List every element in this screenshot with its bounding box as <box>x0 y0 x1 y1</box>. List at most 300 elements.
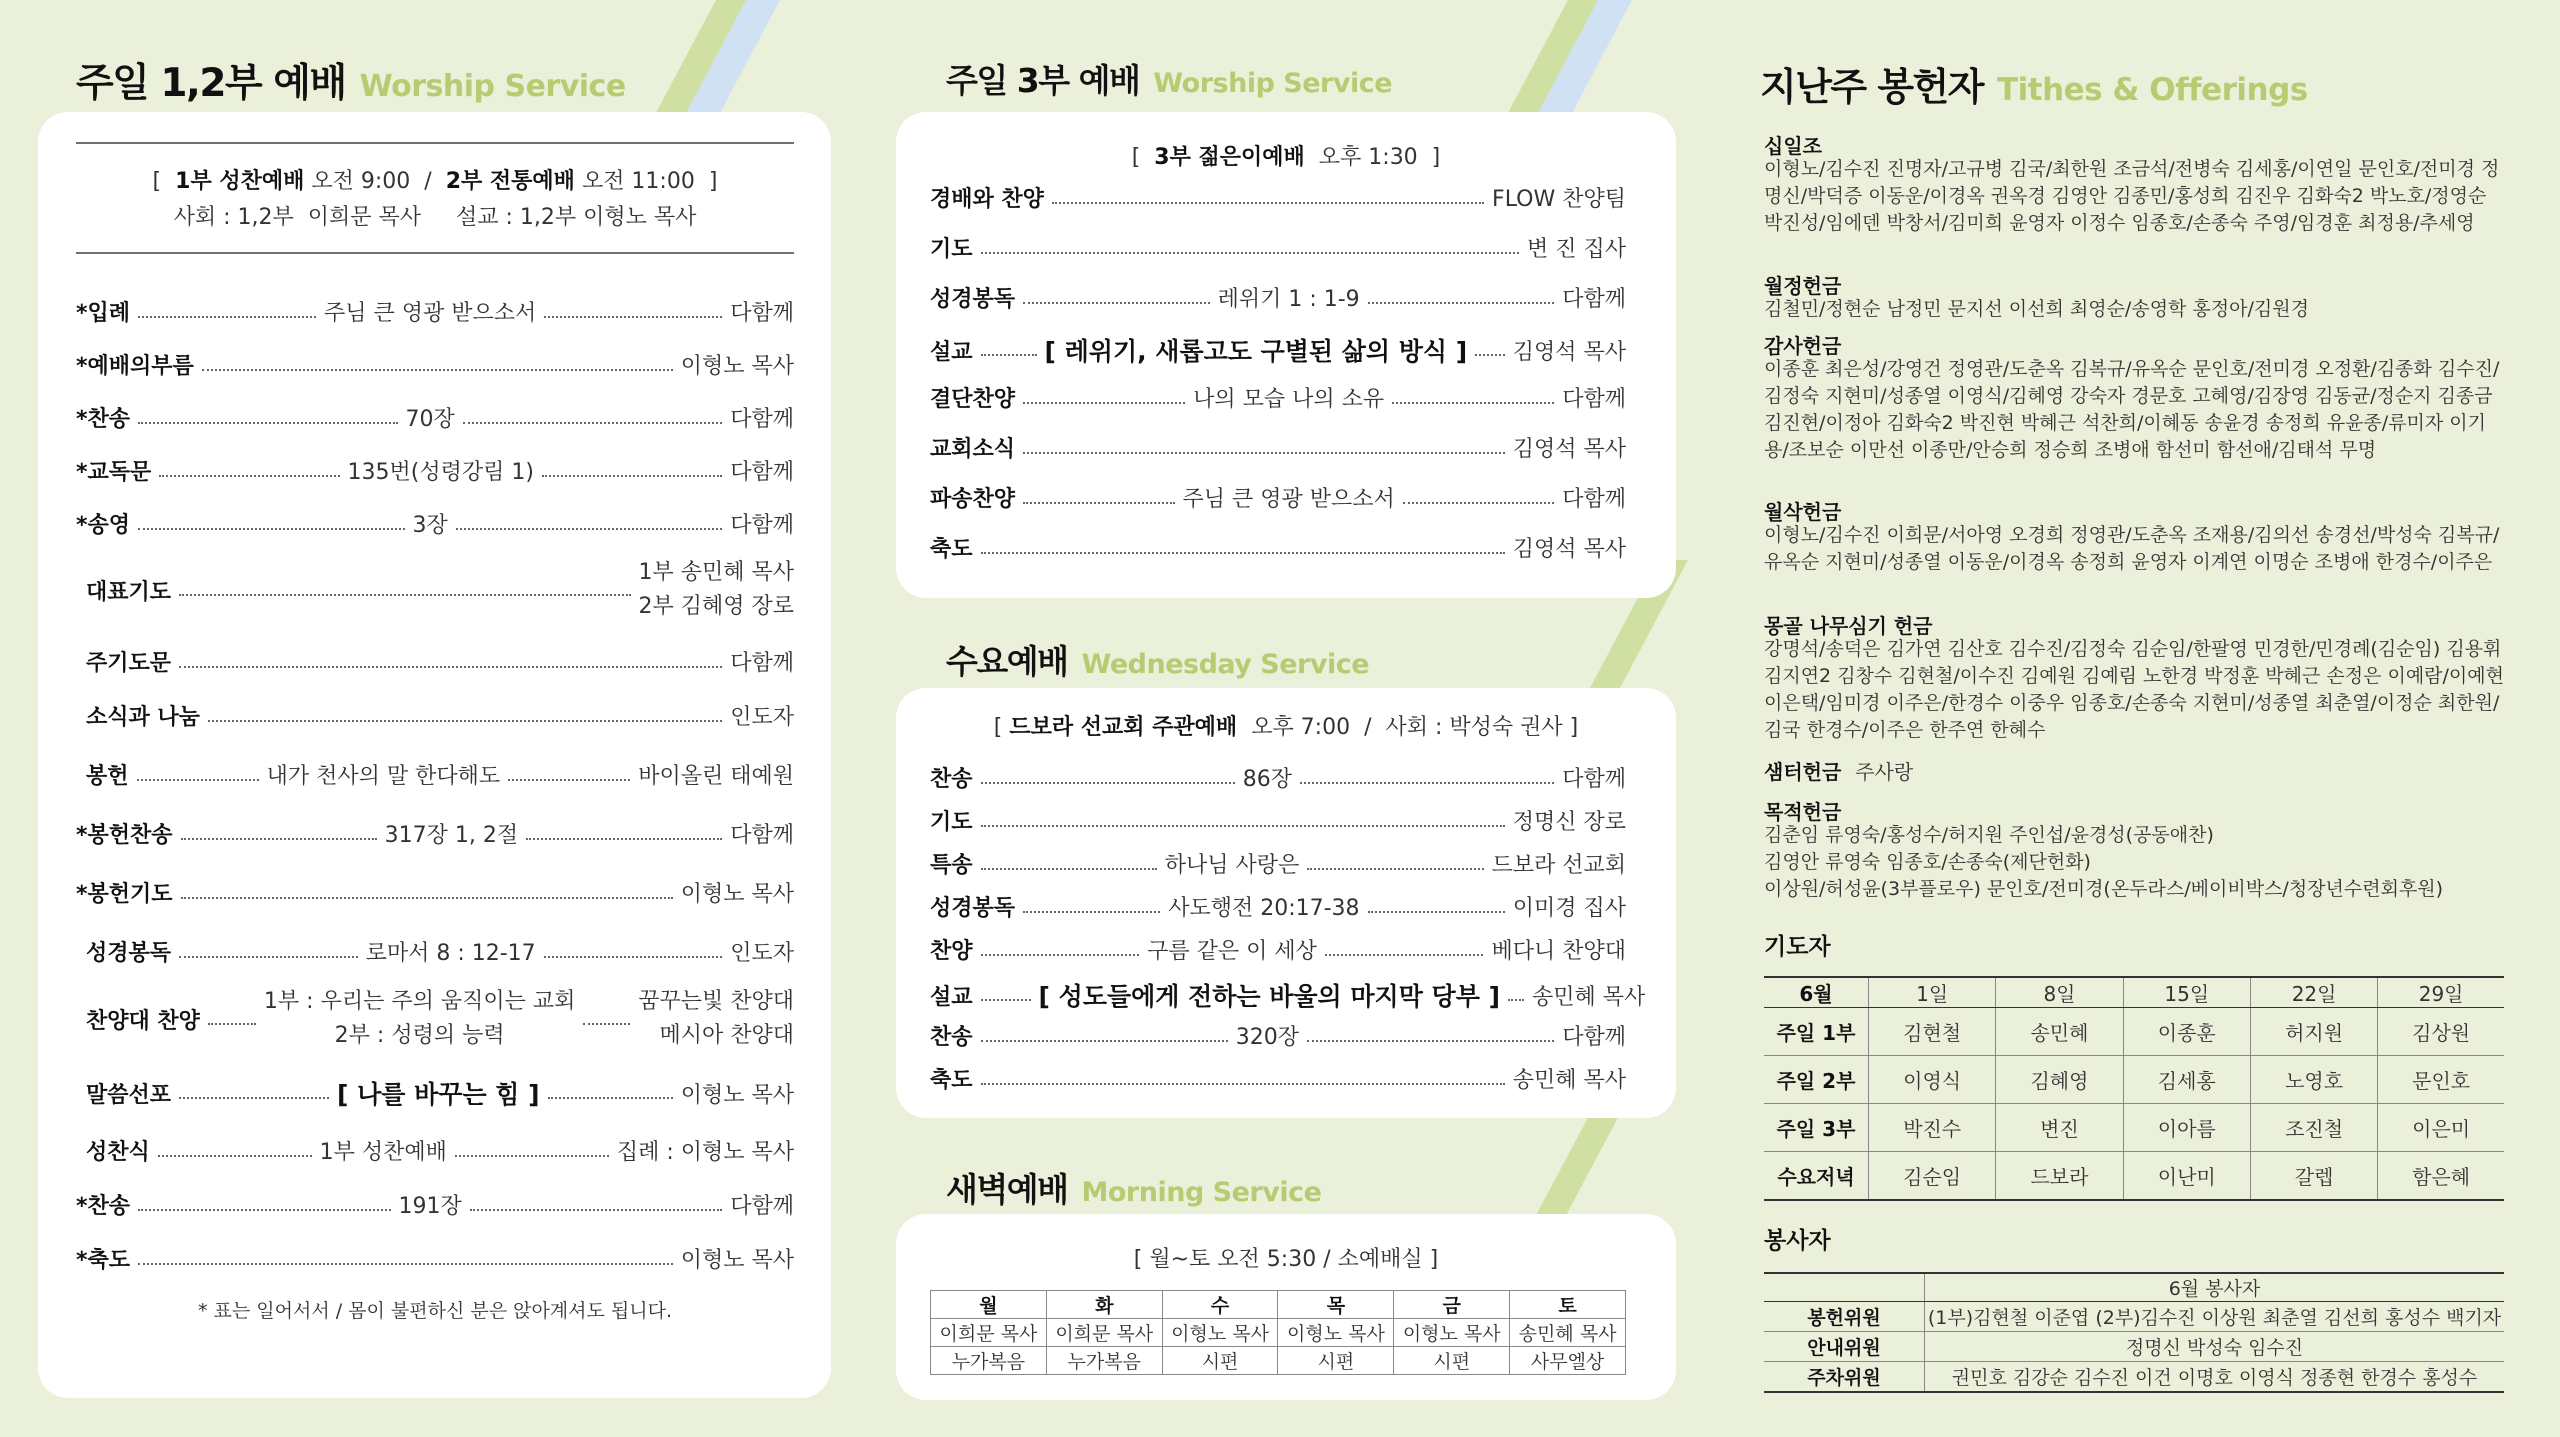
row-person: 드보라 선교회 <box>1491 853 1627 878</box>
row-person-pair <box>638 985 794 1053</box>
row-label: 말씀선포 <box>86 1082 172 1108</box>
offering-category: 월정헌금 <box>1764 274 1842 298</box>
row-person: 다함께 <box>730 407 794 432</box>
svc2-time: 오전 11:00 <box>581 169 695 194</box>
leader-dots <box>181 838 377 840</box>
row-label: 성경봉독 <box>930 896 1016 921</box>
title-ko: 주일 3부 예배 <box>946 61 1140 100</box>
name-cell: 변진 <box>1996 1104 2123 1152</box>
table-row <box>1764 1332 2504 1362</box>
volunteers-title: 봉사자 <box>1764 1228 1831 1254</box>
row-content: 1부 : 우리는 주의 움직이는 교회 <box>263 989 576 1014</box>
row-label: 축도 <box>930 537 973 562</box>
offering-names: 이종훈 최은성/강영건 정영관/도춘옥 김복규/유옥순 문인호/전미경 오정환/김종화 김수진/김정숙 지현미/성종열 이영식/김혜영 강숙자 경문호 고혜영/김장영 김동균/정순지 김종금 김진현/이정아 김화숙2 박진현 박혜근 석찬희/이혜동 송윤경 송정희 유윤종/류미자 이기용/조보순 이만선 이종만/안승희 정승희 조병애 함선미 함선애/김태석 무명 <box>1764 358 2500 461</box>
morning-header: [ 월~토 오전 5:30 / 소예배실 ] <box>1133 1247 1439 1272</box>
name-cell: 김세홍 <box>2123 1056 2250 1104</box>
row-label: 주일 1부 <box>1764 1008 1869 1056</box>
title-en: Wednesday Service <box>1081 649 1370 680</box>
section-title-morning <box>946 1164 1321 1211</box>
row-person-pair <box>639 556 795 624</box>
text-cell: 시편 <box>1162 1347 1278 1375</box>
text-cell: 사무엘상 <box>1510 1347 1626 1375</box>
leader-dots <box>208 1023 256 1025</box>
header-cell: 22일 <box>2250 977 2377 1008</box>
leader-dots <box>981 825 1505 827</box>
header-cell: 6월 봉사자 <box>1925 1273 2505 1302</box>
name-cell: 이은미 <box>2378 1104 2504 1152</box>
leader-dots <box>208 720 722 722</box>
name-cell: 갈렙 <box>2250 1152 2377 1200</box>
leader-dots <box>981 552 1505 554</box>
text-cell: 누가복음 <box>1046 1347 1162 1375</box>
row-label: *축도 <box>76 1248 131 1273</box>
leader-dots <box>158 1155 312 1157</box>
row-label: 안내위원 <box>1764 1332 1925 1362</box>
row-label: 대표기도 <box>86 579 172 605</box>
morning-schedule-table <box>930 1290 1626 1375</box>
row-label: *예배의부름 <box>76 354 194 379</box>
row-person: 다함께 <box>730 513 794 538</box>
row-sermon-title: [ 레위기, 새롭고도 구별된 삶의 방식 ] <box>1044 337 1468 366</box>
order-row <box>930 934 1626 965</box>
row-label: 주일 2부 <box>1764 1056 1869 1104</box>
leader-dots <box>981 252 1519 254</box>
row-label: *찬송 <box>76 407 131 432</box>
worship3-header: [ 3부 젊은이예배 오후 1:30 ] <box>1131 145 1441 170</box>
offering-names: 이형노/김수진 진명자/고규병 김국/최한원 조금석/전병숙 김세홍/이연일 문인호/전미경 정명신/박덕증 이동운/이경옥 권옥경 김영안 김종민/홍성희 김진우 김화숙2 박노호/정영순 박진성/임에덴 박창서/김미희 윤영자 이정수 임종호/손종숙 주영/임경훈 최정용/추세영 <box>1764 158 2500 234</box>
table-row <box>1764 1273 2504 1302</box>
row-label: 주일 3부 <box>1764 1104 1869 1152</box>
leader-dots <box>463 422 722 424</box>
order-row <box>930 182 1626 213</box>
row-content: 하나님 사랑은 <box>1164 853 1300 878</box>
row-label: 성경봉독 <box>930 287 1016 312</box>
name-cell: 드보라 <box>1996 1152 2123 1200</box>
leader-dots <box>179 666 722 668</box>
offering-category <box>1764 756 1913 785</box>
svc1-label: 1부 성찬예배 <box>175 169 305 194</box>
leader-dots <box>508 779 630 781</box>
name-cell: 노영호 <box>2250 1056 2377 1104</box>
section-title-worship12 <box>76 52 626 108</box>
order-row <box>930 762 1626 793</box>
leader-dots <box>981 782 1235 784</box>
row-label: 축도 <box>930 1068 973 1093</box>
name-cell: 조진철 <box>2250 1104 2377 1152</box>
row-person: 송민혜 목사 <box>1532 984 1646 1010</box>
name-cell: 문인호 <box>2378 1056 2504 1104</box>
row-content: 70장 <box>405 407 455 432</box>
header-time: 오후 7:00 <box>1251 715 1351 740</box>
order-row <box>930 977 1646 1013</box>
row-person: 메시아 찬양대 <box>659 1023 794 1048</box>
row-person: 김영석 목사 <box>1512 537 1626 562</box>
leader-dots <box>470 1209 722 1211</box>
offering-names: 강명석/송덕은 김가연 김산호 김수진/김정숙 김순임/한팔영 민경한/민경례(김순임) 김용휘 김지연2 김창수 김현철/이수진 김예원 김예림 노한경 박정훈 박혜근 손정은 이예람/이예현 이은택/임미경 이주은/한경수 이중우 임종호/손종숙 지현미/성종열 최춘열/이정순 최한원/김국 한경수/이주은 한주연 한혜수 <box>1764 638 2504 741</box>
row-label: 찬양 <box>930 939 973 964</box>
leader-dots <box>1307 1040 1554 1042</box>
leader-dots <box>542 475 722 477</box>
offering-category: 월삭헌금 <box>1764 500 1842 524</box>
prayer-title: 기도자 <box>1764 934 1831 960</box>
order-row <box>76 1189 794 1220</box>
offering-category: 목적헌금 <box>1764 800 1842 824</box>
order-row <box>930 805 1626 836</box>
title-ko: 지난주 봉헌자 <box>1760 65 1983 109</box>
wednesday-header: [ 드보라 선교회 주관예배 오후 7:00 / 사회 : 박성숙 권사 ] <box>993 715 1579 740</box>
row-label: 특송 <box>930 853 973 878</box>
row-person: 베다니 찬양대 <box>1491 939 1626 964</box>
leader-dots <box>138 1209 390 1211</box>
leader-dots <box>1368 302 1555 304</box>
table-row <box>1764 1362 2504 1392</box>
footnote: * 표는 일어서서 / 몸이 불편하신 분은 앉아계셔도 됩니다. <box>197 1300 673 1322</box>
leader-dots <box>455 1155 609 1157</box>
row-content: 사도행전 20:17-38 <box>1168 896 1360 921</box>
leader-dots <box>137 779 259 781</box>
leader-dots <box>544 956 723 958</box>
row-content: 191장 <box>398 1194 462 1219</box>
name-cell: 이아름 <box>2123 1104 2250 1152</box>
leader-dots <box>1023 911 1160 913</box>
row-content: 320장 <box>1235 1025 1299 1050</box>
row-content: 주님 큰 영광 받으소서 <box>1182 487 1395 512</box>
leader-dots <box>1023 452 1505 454</box>
order-row <box>76 818 794 849</box>
row-person: 송민혜 목사 <box>1512 1068 1626 1093</box>
leader-dots <box>138 422 397 424</box>
row-person: 이형노 목사 <box>680 354 794 379</box>
sep: / <box>424 169 432 194</box>
name-cell: 권민호 김강순 김수진 이건 이명호 이영식 정종현 한경수 홍성수 <box>1925 1362 2505 1392</box>
row-person: 다함께 <box>730 460 795 485</box>
leader-dots <box>981 999 1031 1001</box>
leader-dots <box>1023 302 1210 304</box>
offering-category: 감사헌금 <box>1764 334 1842 358</box>
row-person: 인도자 <box>730 941 795 966</box>
svc1-time: 오전 9:00 <box>311 169 411 194</box>
header-cell <box>1764 1273 1925 1302</box>
order-row <box>86 1135 794 1166</box>
row-person: 다함께 <box>730 823 795 848</box>
header-cell: 8일 <box>1996 977 2123 1008</box>
order-row <box>930 282 1626 313</box>
bracket: ] <box>708 169 718 194</box>
row-label: 경배와 찬양 <box>930 187 1044 212</box>
order-row <box>86 759 794 790</box>
section-title-offerings <box>1760 56 2308 111</box>
order-row <box>930 1063 1626 1094</box>
offering-names: 김춘임 류영숙/홍성수/허지원 주인섭/윤경성(공동애찬) 김영안 류영숙 임종호/손종숙(제단헌화) 이상원/허성윤(3부플로우) 문인호/전미경(온두라스/베이비박스/청장년수련회후원) <box>1764 824 2444 900</box>
leader-dots <box>138 316 316 318</box>
leader-dots <box>1023 502 1174 504</box>
decor-stripe <box>1528 1110 1622 1230</box>
name-cell: 이영식 <box>1869 1056 1996 1104</box>
table-row <box>1764 1008 2504 1056</box>
row-label: *송영 <box>76 513 131 538</box>
offering-names: 김철민/정현순 남정민 문지선 이선희 최영순/송영학 홍정아/김원경 <box>1764 298 2309 320</box>
order-row <box>76 349 794 380</box>
name-cell: 이종훈 <box>2123 1008 2250 1056</box>
order-row <box>76 877 794 908</box>
row-label: 결단찬양 <box>930 387 1016 412</box>
row-label: 봉헌 <box>86 764 129 789</box>
leader-dots <box>544 316 722 318</box>
order-row <box>76 508 794 539</box>
order-row <box>86 936 794 967</box>
day-cell: 수 <box>1162 1291 1278 1319</box>
leader-cell: 이형노 목사 <box>1394 1319 1510 1347</box>
row-content: 317장 1, 2절 <box>384 823 519 848</box>
row-person: 다함께 <box>730 301 794 326</box>
row-person: 이형노 목사 <box>680 882 794 907</box>
name-cell: 허지원 <box>2250 1008 2377 1056</box>
offering-names: 이형노/김수진 이희문/서아영 오경희 정영관/도춘옥 조재용/김의선 송경선/박성숙 김복규/유옥순 지현미/성종열 이동운/이경옥 송정희 윤영자 이계연 이명순 조병애 한경수/이주은 <box>1764 524 2500 573</box>
title-ko: 수요예배 <box>946 642 1068 681</box>
leader-cell: 송민혜 목사 <box>1510 1319 1626 1347</box>
day-cell: 목 <box>1278 1291 1394 1319</box>
row-content: 1부 성찬예배 <box>319 1140 447 1165</box>
offering-category: 십일조 <box>1764 134 1822 158</box>
section-title-worship3 <box>946 55 1392 102</box>
leader-cell: 이희문 목사 <box>1046 1319 1162 1347</box>
order-row <box>86 700 794 731</box>
title-en: Worship Service <box>1153 68 1393 99</box>
leader-dots <box>526 838 722 840</box>
name-cell: 송민혜 <box>1996 1008 2123 1056</box>
order-row <box>86 646 794 677</box>
table-row <box>1764 1152 2504 1200</box>
row-content: 3장 <box>412 513 448 538</box>
order-row <box>930 232 1626 263</box>
name-cell: 정명신 박성숙 임수진 <box>1925 1332 2505 1362</box>
leader-dots <box>1052 202 1484 204</box>
row-person: 다함께 <box>1562 287 1627 312</box>
leader-dots <box>981 1040 1228 1042</box>
row-label: *찬송 <box>76 1194 131 1219</box>
offering-category-name: 샘터헌금 <box>1764 760 1842 784</box>
row-person: 이미경 집사 <box>1512 896 1626 921</box>
title-en: Worship Service <box>359 69 626 104</box>
header-cell: 1일 <box>1869 977 1996 1008</box>
row-person: 다함께 <box>1562 767 1626 792</box>
row-content: 구름 같은 이 세상 <box>1147 939 1317 964</box>
row-content: 2부 : 성령의 능력 <box>334 1023 505 1048</box>
name-cell: (1부)김현철 이준엽 (2부)김수진 이상원 최춘열 김선희 홍성수 백기자 <box>1925 1302 2505 1332</box>
divider <box>76 252 794 254</box>
leader-dots <box>1368 911 1505 913</box>
leader-dots <box>981 954 1140 956</box>
order-row <box>930 382 1626 413</box>
row-person: 김영석 목사 <box>1512 339 1626 365</box>
leader-dots <box>1392 402 1554 404</box>
row-sermon-title: [ 나를 바꾸는 힘 ] <box>337 1080 540 1109</box>
text-cell: 시편 <box>1394 1347 1510 1375</box>
leader-cell: 이희문 목사 <box>931 1319 1047 1347</box>
order-row <box>86 985 794 1053</box>
row-person: 2부 김혜영 장로 <box>638 594 794 619</box>
row-content: 나의 모습 나의 소유 <box>1193 387 1385 412</box>
header-leader: 사회 : 박성숙 권사 <box>1385 715 1563 740</box>
name-cell: 김순임 <box>1869 1152 1996 1200</box>
svc2-label: 2부 전통예배 <box>445 169 575 194</box>
leader-dots <box>1307 868 1483 870</box>
row-label: 교회소식 <box>930 437 1016 462</box>
header-label: 3부 젊은이예배 <box>1154 145 1305 170</box>
row-label: 소식과 나눔 <box>86 705 200 730</box>
order-row <box>76 1243 794 1274</box>
order-row <box>86 1075 794 1111</box>
row-person: 1부 송민혜 목사 <box>638 560 794 585</box>
leader-dots <box>456 528 722 530</box>
title-en: Tithes & Offerings <box>1996 72 2308 108</box>
order-row <box>930 848 1626 879</box>
row-person: 다함께 <box>1562 1025 1626 1050</box>
row-person: 변 진 집사 <box>1527 237 1626 262</box>
row-content: 주님 큰 영광 받으소서 <box>324 301 537 326</box>
leader-dots <box>1300 782 1554 784</box>
order-row <box>76 296 794 327</box>
order-row <box>930 332 1626 368</box>
title-ko: 주일 1,2부 예배 <box>76 61 346 106</box>
name-cell: 김혜영 <box>1996 1056 2123 1104</box>
header-time: 오후 1:30 <box>1318 145 1418 170</box>
row-person: 집례 : 이형노 목사 <box>616 1140 794 1165</box>
row-label: *입례 <box>76 301 131 326</box>
order-row <box>930 532 1626 563</box>
name-cell: 함은혜 <box>2378 1152 2504 1200</box>
row-label: 기도 <box>930 810 973 835</box>
order-row <box>930 482 1626 513</box>
title-en: Morning Service <box>1081 1177 1322 1208</box>
row-content: 내가 천사의 말 한다해도 <box>266 764 501 789</box>
row-label: *봉헌기도 <box>76 882 173 907</box>
leader-dots <box>179 956 358 958</box>
row-label: 파송찬양 <box>930 487 1016 512</box>
row-content-pair <box>264 985 575 1053</box>
row-person: FLOW 찬양팀 <box>1492 187 1626 212</box>
text-cell: 누가복음 <box>931 1347 1047 1375</box>
row-person: 다함께 <box>1562 387 1626 412</box>
leader-dots <box>202 369 673 371</box>
leader-dots <box>181 897 673 899</box>
table-row <box>1764 1104 2504 1152</box>
order-row <box>930 1020 1626 1051</box>
worship12-service-times <box>76 164 794 195</box>
offering-names: 주사랑 <box>1855 760 1914 784</box>
header-label: 드보라 선교회 주관예배 <box>1009 715 1238 740</box>
day-cell: 금 <box>1394 1291 1510 1319</box>
row-label: 찬송 <box>930 1025 973 1050</box>
leader-dots <box>583 1023 630 1025</box>
day-cell: 토 <box>1510 1291 1626 1319</box>
text-cell: 시편 <box>1278 1347 1394 1375</box>
order-row <box>76 455 794 486</box>
volunteers-table <box>1764 1272 2504 1393</box>
leader-dots <box>179 1097 329 1099</box>
row-label: 설교 <box>930 339 973 365</box>
leader-cell: 이형노 목사 <box>1278 1319 1394 1347</box>
bracket: [ <box>152 169 162 194</box>
row-content: 로마서 8 : 12-17 <box>365 941 536 966</box>
leader-dots <box>1403 502 1554 504</box>
leader-dots <box>981 354 1037 356</box>
order-row <box>86 556 794 624</box>
leader-dots <box>1325 954 1484 956</box>
row-label: 수요저녁 <box>1764 1152 1869 1200</box>
leader-dots <box>138 1263 673 1265</box>
header-cell: 6월 <box>1764 977 1869 1008</box>
leader-dots <box>981 1083 1505 1085</box>
order-row <box>930 891 1626 922</box>
row-label: 성경봉독 <box>86 941 172 966</box>
name-cell: 이난미 <box>2123 1152 2250 1200</box>
row-label: 설교 <box>930 984 973 1010</box>
row-label: 주차위원 <box>1764 1362 1925 1392</box>
row-label: 봉헌위원 <box>1764 1302 1925 1332</box>
row-content: 135번(성령강림 1) <box>347 460 534 485</box>
leader-dots <box>1475 354 1505 356</box>
row-person: 정명신 장로 <box>1512 810 1626 835</box>
table-row <box>931 1319 1626 1347</box>
row-label: 찬양대 찬양 <box>86 1008 200 1034</box>
row-person: 이형노 목사 <box>680 1248 794 1273</box>
row-content: 레위기 1 : 1-9 <box>1217 287 1360 312</box>
header-cell: 29일 <box>2378 977 2504 1008</box>
row-label: 찬송 <box>930 767 973 792</box>
section-title-wednesday <box>946 636 1369 683</box>
row-label: 기도 <box>930 237 973 262</box>
leader-dots <box>1023 402 1185 404</box>
leader-dots <box>981 868 1157 870</box>
leader-dots <box>1508 999 1524 1001</box>
worship12-leader: 사회 : 1,2부 이희문 목사 설교 : 1,2부 이형노 목사 <box>173 205 697 230</box>
day-cell: 화 <box>1046 1291 1162 1319</box>
row-label: *봉헌찬송 <box>76 823 173 848</box>
order-row <box>930 432 1626 463</box>
row-label: 성찬식 <box>86 1140 150 1165</box>
table-row <box>1764 977 2504 1008</box>
row-sermon-title: [ 성도들에게 전하는 바울의 마지막 당부 ] <box>1038 982 1500 1011</box>
row-person: 이형노 목사 <box>680 1082 794 1108</box>
day-cell: 월 <box>931 1291 1047 1319</box>
row-person: 다함께 <box>730 1194 794 1219</box>
row-person: 인도자 <box>730 705 794 730</box>
row-person: 꿈꾸는빛 찬양대 <box>638 989 794 1014</box>
leader-dots <box>179 594 630 596</box>
prayer-table <box>1764 976 2504 1201</box>
leader-dots <box>138 528 404 530</box>
row-label: *교독문 <box>76 460 152 485</box>
row-person: 바이올린 태예원 <box>638 764 795 789</box>
table-row <box>931 1347 1626 1375</box>
row-person: 다함께 <box>730 651 794 676</box>
table-row <box>1764 1056 2504 1104</box>
table-row <box>1764 1302 2504 1332</box>
leader-dots <box>548 1097 673 1099</box>
row-person: 김영석 목사 <box>1512 437 1626 462</box>
row-content: 86장 <box>1242 767 1292 792</box>
leader-cell: 이형노 목사 <box>1162 1319 1278 1347</box>
name-cell: 김상원 <box>2378 1008 2504 1056</box>
name-cell: 김현철 <box>1869 1008 1996 1056</box>
header-cell: 15일 <box>2123 977 2250 1008</box>
row-label: 주기도문 <box>86 651 172 676</box>
row-person: 다함께 <box>1562 487 1626 512</box>
name-cell: 박진수 <box>1869 1104 1996 1152</box>
divider <box>76 142 794 144</box>
offering-category: 몽골 나무심기 헌금 <box>1764 614 1933 638</box>
